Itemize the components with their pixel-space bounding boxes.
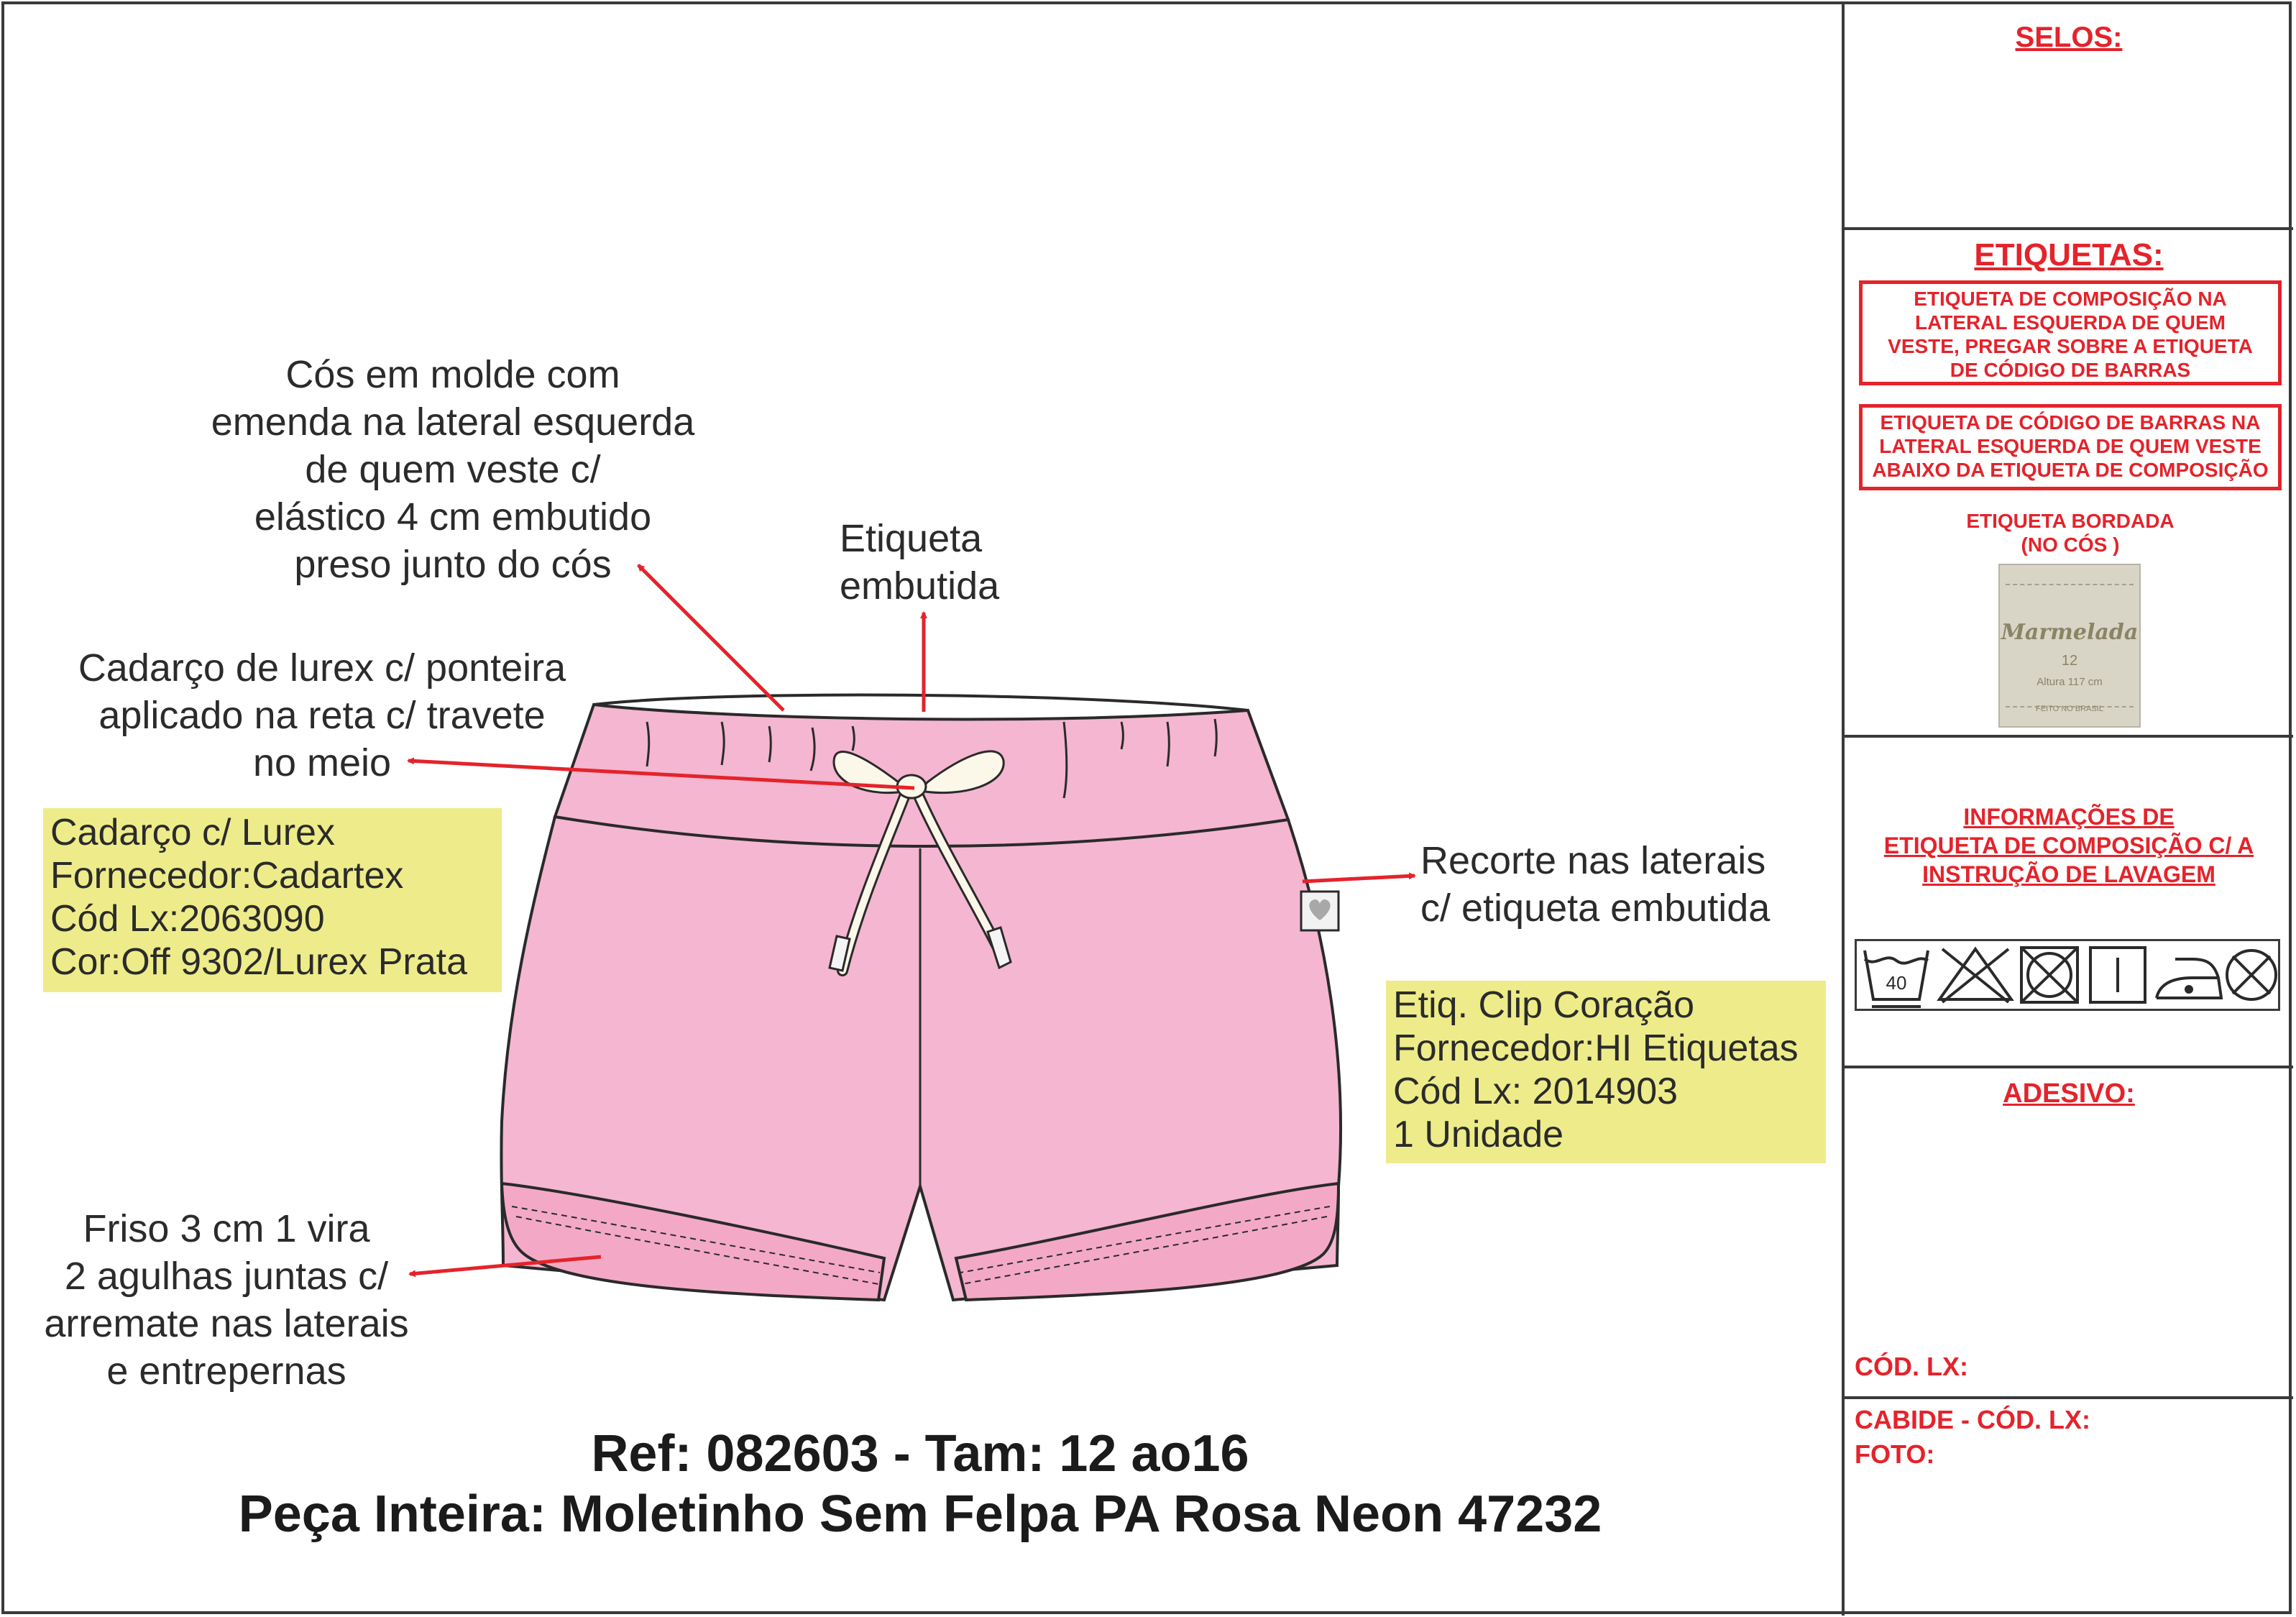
material-line: Fornecedor:Cadartex <box>50 855 404 897</box>
waistband-top-edge <box>594 695 1248 710</box>
note-hem-line: 2 agulhas juntas c/ <box>64 1255 389 1298</box>
composition-label-line: DE CÓDIGO DE BARRAS <box>1950 359 2191 381</box>
composition-label-box <box>1859 280 2282 385</box>
barcode-label-line: ETIQUETA DE CÓDIGO DE BARRAS NA <box>1880 411 2261 434</box>
note-waistband-line: Cós em molde com <box>285 353 620 396</box>
note-drawstring <box>29 644 615 787</box>
brand-tag <box>1998 564 2141 728</box>
selos-title: SELOS: <box>2015 22 2123 53</box>
note-side-panel <box>1420 837 1770 932</box>
composition-label-line: VESTE, PREGAR SOBRE A ETIQUETA <box>1888 335 2253 357</box>
cod-lx-label: CÓD. LX: <box>1855 1352 1968 1381</box>
note-hem-line: Friso 3 cm 1 vira <box>83 1207 370 1250</box>
barcode-label-line: LATERAL ESQUERDA DE QUEM VESTE <box>1879 435 2261 457</box>
note-inner-label-line: embutida <box>840 564 1000 608</box>
composition-label-line: LATERAL ESQUERDA DE QUEM <box>1915 311 2226 334</box>
note-side-panel-line: c/ etiqueta embutida <box>1420 887 1771 930</box>
line-dry-icon <box>2090 948 2145 1002</box>
material-line: 1 Unidade <box>1393 1114 1564 1155</box>
material-line: Cor:Off 9302/Lurex Prata <box>50 941 468 983</box>
iron-low-icon <box>2157 959 2221 998</box>
tag-brand: Marmelada <box>2001 620 2139 645</box>
care-title-line: INFORMAÇÕES DE <box>1963 804 2175 830</box>
note-hem-line: arremate nas laterais <box>44 1302 409 1345</box>
note-drawstring-line: Cadarço de lurex c/ ponteira <box>78 646 566 690</box>
care-title <box>1845 802 2293 889</box>
note-waistband-line: elástico 4 cm embutido <box>254 495 652 539</box>
note-hem-line: e entrepernas <box>106 1350 346 1393</box>
tag-stitch-top <box>2006 584 2134 585</box>
no-tumble-dry-icon <box>2021 948 2077 1002</box>
note-drawstring-line: aplicado na reta c/ travete <box>98 694 546 737</box>
material-box-heart-clip <box>1386 981 1826 1163</box>
material-line: Etiq. Clip Coração <box>1393 984 1695 1026</box>
note-waistband-line: preso junto do cós <box>294 543 612 586</box>
care-symbols <box>1855 939 2280 1011</box>
care-title-line: INSTRUÇÃO DE LAVAGEM <box>1922 861 2215 887</box>
foto-label: FOTO: <box>1855 1439 1935 1469</box>
adesivo-title: ADESIVO: <box>2003 1078 2135 1109</box>
embroidered-label-line: (NO CÓS ) <box>2021 533 2120 556</box>
barcode-label-box <box>1859 404 2282 490</box>
material-line: Cadarço c/ Lurex <box>50 812 335 853</box>
barcode-label-line: ABAIXO DA ETIQUETA DE COMPOSIÇÃO <box>1872 459 2269 481</box>
reference-line-1: Ref: 082603 - Tam: 12 ao16 <box>591 1425 1249 1483</box>
note-waistband <box>129 351 776 588</box>
etiquetas-title: ETIQUETAS: <box>1974 237 2164 272</box>
note-inner-label <box>840 515 999 610</box>
embroidered-label-title <box>1869 509 2272 556</box>
note-hem <box>14 1205 438 1395</box>
note-waistband-line: de quem veste c/ <box>305 448 601 491</box>
no-bleach-icon <box>1939 949 2011 1002</box>
cabide-label: CABIDE - CÓD. LX: <box>1855 1405 2090 1434</box>
tag-height: Altura 117 cm <box>2036 676 2103 688</box>
note-side-panel-line: Recorte nas laterais <box>1420 839 1766 882</box>
material-line: Cód Lx:2063090 <box>50 898 325 940</box>
tag-made-in: FEITO NO BRASIL <box>2036 705 2103 713</box>
note-waistband-line: emenda na lateral esquerda <box>211 400 695 444</box>
note-drawstring-line: no meio <box>252 741 392 784</box>
wash-temperature: 40 <box>1886 972 1907 994</box>
wash-40-icon <box>1865 950 1928 1007</box>
note-inner-label-line: Etiqueta <box>840 517 983 560</box>
no-dry-clean-icon <box>2227 950 2276 999</box>
tag-size: 12 <box>2061 653 2078 669</box>
material-line: Cód Lx: 2014903 <box>1393 1071 1679 1112</box>
reference-line-2: Peça Inteira: Moletinho Sem Felpa PA Rosa Neon 47232 <box>238 1485 1602 1543</box>
material-box-drawstring <box>43 808 502 992</box>
material-line: Fornecedor:HI Etiquetas <box>1393 1027 1799 1069</box>
composition-label-line: ETIQUETA DE COMPOSIÇÃO NA <box>1914 288 2227 310</box>
embroidered-label-line: ETIQUETA BORDADA <box>1966 510 2175 532</box>
arrow-side-panel <box>1303 876 1415 881</box>
care-title-line: ETIQUETA DE COMPOSIÇÃO C/ A <box>1883 833 2254 858</box>
